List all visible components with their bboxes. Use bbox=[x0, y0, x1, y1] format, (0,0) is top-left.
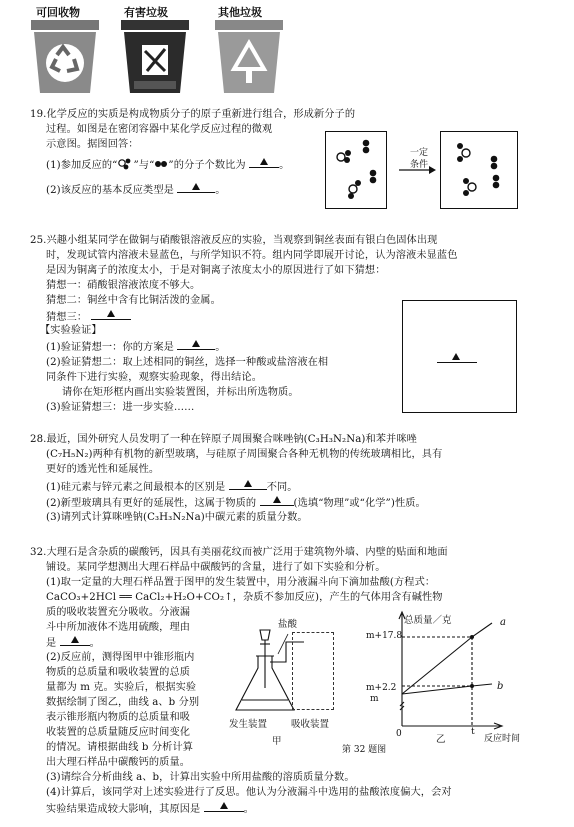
q32-line5: 质的吸收装置充分吸收。分液漏 bbox=[46, 607, 191, 618]
q32-l7b: 。 bbox=[89, 638, 100, 649]
q19-l4b: ”与“ bbox=[133, 160, 155, 171]
q19-l5b: 。 bbox=[215, 185, 226, 196]
q32-line12: 表示锥形瓶内物质的总质量和吸 bbox=[46, 712, 191, 723]
q25-line4: 猜想一：硝酸银溶液浓度不够大。 bbox=[46, 280, 201, 291]
figure-caption: 第 32 题图 bbox=[342, 745, 387, 755]
reaction-after-molecules bbox=[440, 131, 518, 209]
q32-line6: 斗中所加液体不选用硫酸，理由 bbox=[46, 622, 191, 633]
q28-l5b: (选填“物理”或“化学”)性质。 bbox=[293, 498, 426, 509]
q28-l4b: 不同。 bbox=[266, 482, 298, 493]
q25-line2: 时，发现试管内溶液未显蓝色，与所学知识不符。组内同学即展开讨论，认为溶液未显蓝色 bbox=[46, 250, 458, 261]
q19-line4 bbox=[46, 157, 289, 172]
arrow-label-2: 条件 bbox=[410, 160, 429, 170]
fig-yi-y2: m+2.2 bbox=[366, 683, 397, 693]
q32-line9: 物质的总质量和吸收装置的总质 bbox=[46, 667, 191, 678]
bin-label-other: 其他垃圾 bbox=[218, 6, 262, 19]
q19-l4a: (1)参加反应的“ bbox=[46, 160, 118, 171]
fig-jia-name: 甲 bbox=[272, 736, 282, 747]
q32-line13: 收装置的总质量随反应时间变化 bbox=[46, 727, 191, 738]
answer-blank[interactable] bbox=[437, 352, 477, 363]
q32-line4: CaCO₃+2HCl ══ CaCl₂+H₂O+CO₂↑，杂质不参加反应)，产生的气体用含有碱性物 bbox=[46, 592, 443, 603]
fig-yi-origin: 0 bbox=[396, 729, 402, 739]
q25-line12: (3)验证猜想三：进一步实验…… bbox=[46, 402, 195, 413]
hazardous-icon bbox=[120, 19, 190, 95]
mass-time-graph bbox=[396, 610, 506, 730]
fig-yi-xt: t bbox=[471, 727, 475, 737]
fig-yi-curve-b: b bbox=[497, 681, 504, 692]
q25-line6 bbox=[46, 309, 131, 324]
answer-blank[interactable] bbox=[60, 635, 90, 646]
q19-line2: 过程。如图是在密闭容器中某化学反应过程的微观 bbox=[46, 124, 273, 135]
q32-l7a: 是 bbox=[46, 638, 57, 649]
q25-line10: 同条件下进行实验，观察实验现象，得出结论。 bbox=[46, 372, 263, 383]
q28-line4 bbox=[46, 479, 298, 494]
fig-jia-acid-label: 盐酸 bbox=[278, 619, 298, 630]
fig-yi-xlabel: 反应时间 bbox=[484, 734, 521, 744]
q28-line1: 28.最近，国外研究人员发明了一种在锌原子周围聚合咪唑钠(C₃H₃N₂Na)和苯并咪唑 bbox=[30, 434, 417, 445]
q32-line18 bbox=[46, 801, 254, 816]
q25-line8 bbox=[46, 339, 226, 354]
reaction-before-molecules bbox=[325, 131, 387, 209]
q28-line5 bbox=[46, 495, 426, 510]
fig-yi-y3: m bbox=[370, 694, 379, 704]
bin-label-hazardous: 有害垃圾 bbox=[124, 6, 168, 19]
q28-l4a: (1)硅元素与锌元素之间最根本的区别是 bbox=[46, 482, 226, 493]
q32-line2: 铺设。某同学想测出大理石样品中碳酸钙的含量，进行了如下实验和分析。 bbox=[46, 562, 386, 573]
q32-line15: 出大理石样品中碳酸钙的质量。 bbox=[46, 757, 191, 768]
other-waste-icon bbox=[214, 19, 284, 95]
fig-yi-y1: m+17.8 bbox=[366, 631, 403, 641]
molecule-a-icon bbox=[117, 158, 133, 170]
q28-line6: (3)请列式计算咪唑钠(C₃H₃N₂Na)中碳元素的质量分数。 bbox=[46, 512, 308, 523]
q25-line3: 是因为铜离子的浓度太小，于是对铜离子浓度太小的原因进行了如下猜想： bbox=[46, 265, 386, 276]
q19-line1: 19.化学反应的实质是构成物质分子的原子重新进行组合，形成新分子的 bbox=[30, 109, 356, 120]
answer-blank[interactable] bbox=[91, 309, 131, 320]
fig-yi-curve-a: a bbox=[500, 617, 506, 628]
bin-label-recyclable: 可回收物 bbox=[36, 6, 80, 19]
q32-line17: (4)计算后，该同学对上述实验进行了反思。他认为分液漏斗中选用的盐酸浓度偏大，会对 bbox=[46, 787, 452, 798]
q19-line3: 示意图。据图回答： bbox=[46, 139, 139, 150]
answer-blank[interactable] bbox=[249, 157, 279, 168]
q19-l4c: ”的分子个数比为 bbox=[168, 160, 246, 171]
fig-yi-ylabel: 总质量／克 bbox=[404, 615, 452, 626]
q32-line10: 量都为 m 克。实验后，根据实验 bbox=[46, 682, 197, 693]
q25-l6: 猜想三： bbox=[46, 312, 88, 323]
arrow-label-1: 一定 bbox=[410, 148, 429, 158]
answer-blank[interactable] bbox=[229, 479, 267, 490]
fig-jia-abs-label: 吸收装置 bbox=[291, 719, 330, 730]
q32-line3: (1)取一定量的大理石样品置于图甲的发生装置中，用分液漏斗向下滴加盐酸(方程式： bbox=[46, 577, 436, 588]
q25-line5: 猜想二：铜丝中含有比铜活泼的金属。 bbox=[46, 295, 221, 306]
q32-line11: 数据绘制了图乙，曲线 a、b 分别 bbox=[46, 697, 200, 708]
q19-l4d: 。 bbox=[279, 160, 290, 171]
reaction-arrow-icon bbox=[397, 165, 437, 175]
q32-line7 bbox=[46, 635, 100, 650]
q19-line5 bbox=[46, 182, 226, 197]
q25-l8a: (1)验证猜想一：你的方案是 bbox=[46, 342, 174, 353]
q28-line3: 更好的透光性和延展性。 bbox=[46, 464, 160, 475]
recycle-icon bbox=[30, 19, 100, 95]
molecule-b-icon bbox=[154, 159, 168, 169]
q25-line7: 【实验验证】 bbox=[40, 325, 102, 336]
fig-yi-name: 乙 bbox=[436, 734, 446, 745]
answer-blank[interactable] bbox=[177, 339, 215, 350]
q25-line9: (2)验证猜想二：取上述相同的铜丝，选择一种酸或盐溶液在相 bbox=[46, 357, 329, 368]
q32-line1: 32.大理石是含杂质的碳酸钙，因具有美丽花纹而被广泛用于建筑物外墙、内壁的贴面和地面 bbox=[30, 547, 448, 558]
q25-l8b: 。 bbox=[215, 342, 226, 353]
absorber-box bbox=[292, 632, 334, 710]
q28-line2: (C₇H₅N₂)两种有机物的新型玻璃，与硅原子周围聚合各种无机物的传统玻璃相比，具有 bbox=[46, 449, 443, 460]
q32-line16: (3)请综合分析曲线 a、b，计算出实验中所用盐酸的溶质质量分数。 bbox=[46, 772, 355, 783]
answer-blank[interactable] bbox=[204, 801, 244, 812]
q28-l5a: (2)新型玻璃具有更好的延展性，这属于物质的 bbox=[46, 498, 257, 509]
answer-blank[interactable] bbox=[260, 495, 294, 506]
q32-l18a: 实验结果造成较大影响，其原因是 bbox=[46, 804, 201, 815]
q25-line1: 25.兴趣小组某同学在做铜与硝酸银溶液反应的实验，当观察到铜丝表面有银白色固体出现 bbox=[30, 235, 438, 246]
q32-l18b: 。 bbox=[243, 804, 254, 815]
q32-line8: (2)反应前，测得图甲中锥形瓶内 bbox=[46, 652, 195, 663]
q19-l5a: (2)该反应的基本反应类型是 bbox=[46, 185, 174, 196]
q32-line14: 的情况。请根据曲线 b 分析计算 bbox=[46, 742, 194, 753]
answer-blank[interactable] bbox=[177, 182, 215, 193]
q25-line11: 请你在矩形框内画出实验装置图，并标出所选物质。 bbox=[62, 387, 299, 398]
fig-jia-gen-label: 发生装置 bbox=[229, 719, 268, 730]
